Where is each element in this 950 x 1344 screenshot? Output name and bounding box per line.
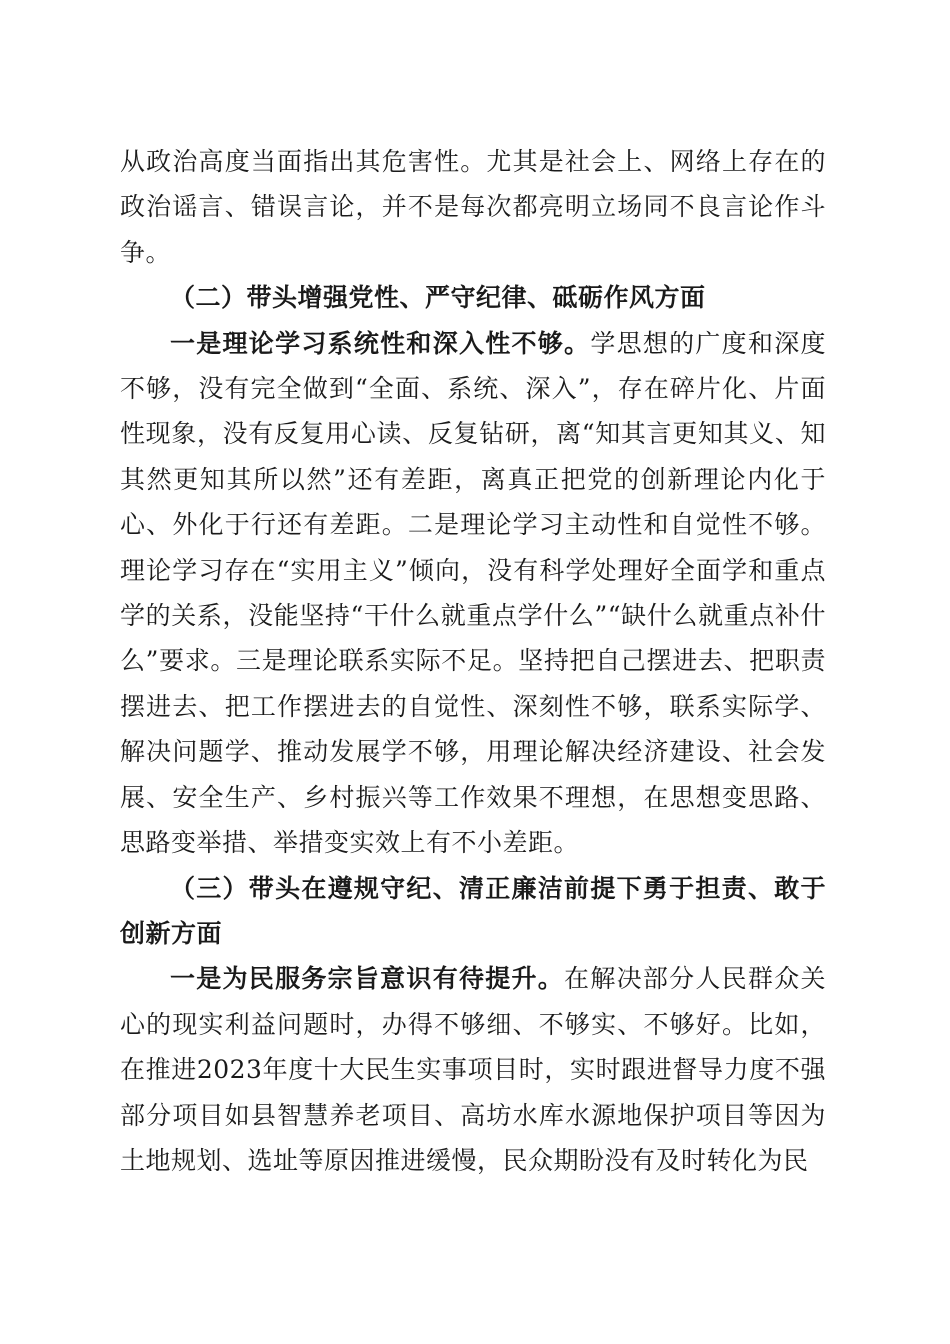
section-2-lead: 一是理论学习系统性和深入性不够。 [170,328,591,358]
section-heading-3: （三）带头在遵规守纪、清正廉洁前提下勇于担责、敢于创新方面 [120,873,826,948]
section-2-paragraph [120,321,826,866]
paragraph-continuation: 从政治高度当面指出其危害性。尤其是社会上、网络上存在的政治谣言、错误言论，并不是每次都亮明立场同不良言论作斗争。 [120,147,826,267]
section-heading-2: （二）带头增强党性、严守纪律、砥砺作风方面 [170,283,706,313]
section-2-body: 学思想的广度和深度不够，没有完全做到“全面、系统、深入”，存在碎片化、片面性现象，没有反复用心读、反复钻研，离“知其言更知其义、知其然更知其所以然”还有差距，离真正把党的创新理论内化于心、外化于行还有差距。二是理论学习主动性和自觉性不够。理论学习存在“实用主义”倾向，没有科学处理好全面学和重点学的关系，没能坚持“干什么就重点学什么”“缺什么就重点补什么”要求。三是理论联系实际不足。坚持把自己摆进去、把职责摆进去、把工作摆进去的自觉性、深刻性不够，联系实际学、解决问题学、推动发展学不够，用理论解决经济建设、社会发展、安全生产、乡村振兴等工作效果不理想，在思想变思路、思路变举措、举措变实效上有不小差距。 [120,328,826,858]
section-3-lead: 一是为民服务宗旨意识有待提升。 [170,964,565,994]
section-3-body: 在解决部分人民群众关心的现实利益问题时，办得不够细、不够实、不够好。比如，在推进2023年度十大民生实事项目时，实时跟进督导力度不强部分项目如县智慧养老项目、高坊水库水源地保护项目等因为土地规划、选址等原因推进缓慢，民众期盼没有及时转化为民 [120,964,826,1175]
document-body [120,139,826,1183]
section-3-paragraph [120,956,826,1183]
